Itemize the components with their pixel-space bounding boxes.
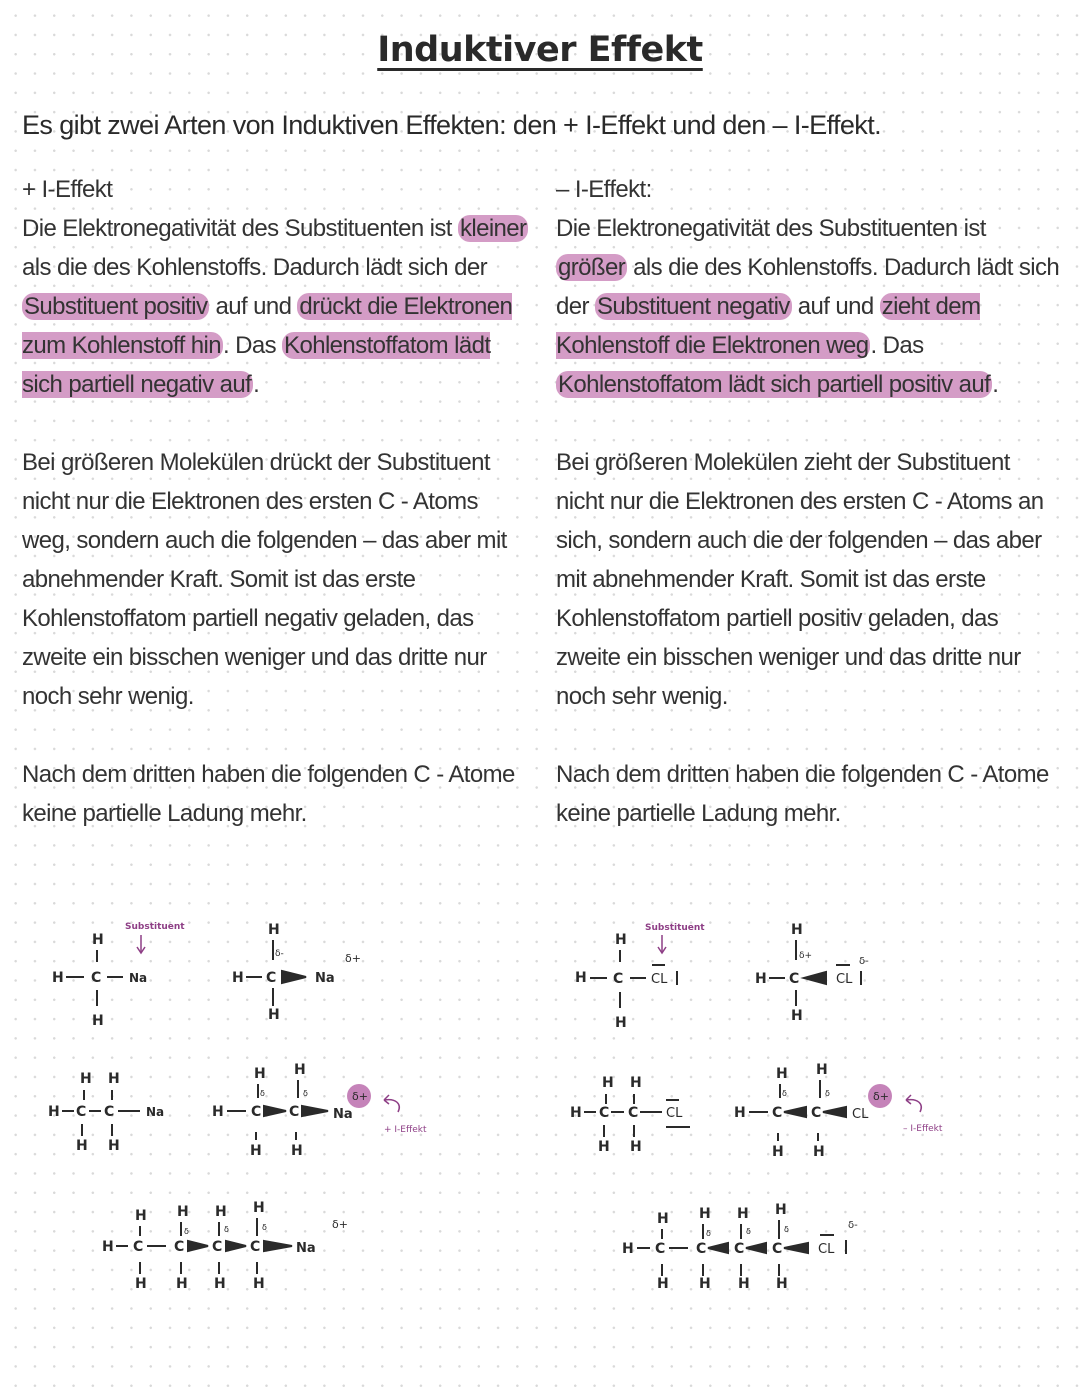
right-m5-carbon-2: C [696, 1241, 707, 1257]
left-m5-carbon-2: C [174, 1239, 185, 1255]
right-m4-h-top-1: H [776, 1066, 788, 1082]
right-highlight-1: größer [558, 254, 626, 281]
left-m5-carbon-3: C [212, 1239, 223, 1255]
right-m5-carbon-4: C [772, 1241, 783, 1257]
left-m2-carbon: C [266, 970, 277, 986]
left-m5-delta-3: δ [262, 1223, 267, 1232]
left-m5-delta-plus: δ+ [332, 1218, 348, 1231]
right-m3-h-bottom-1: H [598, 1139, 610, 1155]
right-m4-h-bottom-1: H [772, 1144, 784, 1160]
right-p1-text-4: . Das [870, 332, 924, 359]
right-substituent-label: Substituent [645, 923, 705, 933]
right-m5-h-top-4: H [775, 1202, 787, 1218]
left-m4-h-left: H [212, 1104, 224, 1120]
right-m4-h-top-2: H [816, 1062, 828, 1078]
left-m3-h-bottom-2: H [108, 1138, 120, 1154]
right-m3-h-top-2: H [630, 1075, 642, 1091]
left-m2-h-bottom: H [268, 1007, 280, 1023]
right-m5-h-top-1: H [657, 1211, 669, 1227]
left-m4-h-top-2: H [294, 1062, 306, 1078]
left-m4-delta-plus: δ+ [352, 1090, 368, 1103]
right-m3-carbon-2: C [628, 1105, 639, 1121]
left-m5-h-bottom-1: H [135, 1276, 147, 1292]
left-effect-label: + I-Effekt [384, 1125, 427, 1135]
left-m4-h-bottom-1: H [250, 1143, 262, 1159]
right-m3-h-top-1: H [602, 1075, 614, 1091]
left-m4-sub: Na [333, 1107, 353, 1122]
right-m4-h-left: H [734, 1105, 746, 1121]
left-m5-h-left: H [102, 1239, 114, 1255]
left-m2-delta-plus: δ+ [345, 952, 361, 965]
left-p1-text-1: Die Elektronegativität des Substituenten ist [22, 215, 458, 242]
right-p1-text-5: . [992, 371, 999, 398]
right-m2-carbon: C [789, 971, 800, 987]
left-m5-h-bottom-3: H [214, 1276, 226, 1292]
right-m5-carbon-3: C [734, 1241, 745, 1257]
left-highlight-2: Substituent positiv [24, 293, 208, 320]
left-m4-h-bottom-2: H [291, 1143, 303, 1159]
left-heading: + I-Effekt [22, 176, 113, 203]
left-m5-h-top-2: H [177, 1204, 189, 1220]
left-m3-h-top-2: H [108, 1071, 120, 1087]
right-m2-delta-minus: δ- [859, 956, 869, 967]
left-p1-text-3: auf und [209, 293, 298, 320]
left-m1-h-bottom: H [92, 1013, 104, 1029]
left-m4-carbon-2: C [289, 1104, 300, 1120]
left-m5-sub: Na [296, 1241, 316, 1256]
left-m3-h-top-1: H [80, 1071, 92, 1087]
right-m5-delta-3: δ [784, 1225, 789, 1234]
left-m5-h-top-4: H [253, 1200, 265, 1216]
left-m3-sub: Na [146, 1105, 165, 1119]
right-m4-h-bottom-2: H [813, 1144, 825, 1160]
right-m5-delta-2: δ [746, 1227, 751, 1236]
page-title-text: Induktiver Effekt [377, 30, 703, 70]
right-m2-h-bottom: H [791, 1008, 803, 1024]
right-p1-text-1: Die Elektronegativität des Substituenten ist [556, 215, 986, 242]
left-m3-h-bottom-1: H [76, 1138, 88, 1154]
right-m3-h-left: H [570, 1105, 582, 1121]
left-highlight-3: drückt die Elektronen zum Kohlenstoff hin [22, 293, 513, 359]
right-m2-h-left: H [755, 971, 767, 987]
left-p1-text-2: als die des Kohlenstoffs. Dadurch lädt sich der [22, 254, 487, 281]
left-paragraph-3: Nach dem dritten haben die folgenden C - Atome keine partielle Ladung mehr. [22, 761, 515, 827]
left-m3-carbon-1: C [76, 1104, 87, 1120]
right-m4-delta-2: δ [825, 1089, 830, 1098]
left-m4-delta-1: δ [260, 1089, 265, 1098]
left-m2-h-left: H [232, 970, 244, 986]
left-m2-h-top: H [268, 922, 280, 938]
left-m5-h-bottom-2: H [176, 1276, 188, 1292]
right-highlight-2: Substituent negativ [596, 293, 790, 320]
left-substituent-label: Substituent [125, 922, 185, 932]
right-m1-h-top: H [615, 932, 627, 948]
right-m3-carbon-1: C [599, 1105, 610, 1121]
left-highlight-4: Kohlenstoffatom lädt sich partiell negativ auf [22, 332, 491, 398]
intro-text: Es gibt zwei Arten von Induktiven Effekten: den + I-Effekt und den – I-Effekt. [22, 110, 882, 140]
right-m2-sub: CL [836, 972, 853, 987]
left-p1-text-5: . [253, 371, 260, 398]
right-effect-label: – I-Effekt [903, 1124, 943, 1134]
right-m1-carbon: C [613, 971, 624, 987]
left-m4-h-top-1: H [254, 1066, 266, 1082]
right-m2-h-top: H [791, 922, 803, 938]
left-m1-h-top: H [92, 932, 104, 948]
left-m4-delta-2: δ [303, 1089, 308, 1098]
left-m3-h-left: H [48, 1104, 60, 1120]
right-m5-h-bottom-3: H [738, 1276, 750, 1292]
right-m5-delta-minus: δ- [848, 1220, 858, 1231]
left-p1-text-4: . Das [222, 332, 283, 359]
right-m4-delta-1: δ [782, 1089, 787, 1098]
left-m5-delta-1: δ [184, 1227, 189, 1236]
left-highlight-1: kleiner [459, 215, 527, 242]
left-m5-h-top-3: H [215, 1204, 227, 1220]
right-m4-carbon-1: C [772, 1105, 783, 1121]
right-paragraph-2: Bei größeren Molekülen zieht der Substituent nicht nur die Elektronen des ersten C - Atoms an sich, sondern auch die der folgenden – das aber mit abnehmender Kraft. Somit ist das erste Kohlenstoffatom partiell positiv geladen, das zweite ein bisschen weniger und das dritte nur noch sehr wenig. [556, 449, 1044, 710]
left-m5-h-bottom-4: H [253, 1276, 265, 1292]
right-highlight-4: Kohlenstoffatom lädt sich partiell positiv auf [558, 371, 991, 398]
right-m3-sub: CL [666, 1106, 683, 1121]
right-m5-h-bottom-1: H [657, 1276, 669, 1292]
right-m5-sub: CL [818, 1242, 835, 1257]
left-m5-h-top-1: H [135, 1208, 147, 1224]
right-m5-h-bottom-4: H [776, 1276, 788, 1292]
right-m4-sub: CL [852, 1107, 869, 1122]
right-m5-h-top-2: H [699, 1206, 711, 1222]
left-m1-sub: Na [129, 971, 148, 985]
right-m1-h-left: H [575, 970, 587, 986]
right-heading: – I-Effekt: [556, 176, 652, 203]
left-m3-carbon-2: C [104, 1104, 115, 1120]
left-m5-carbon-1: C [133, 1239, 144, 1255]
right-m5-h-left: H [622, 1241, 634, 1257]
left-paragraph-2: Bei größeren Molekülen drückt der Substituent nicht nur die Elektronen des ersten C - Atoms weg, sondern auch die folgenden – das aber mit abnehmender Kraft. Somit ist das erste Kohlenstoffatom partiell negativ geladen, das zweite ein bisschen weniger und das dritte nur noch sehr wenig. [22, 449, 507, 710]
right-p1-text-2: als die des Kohlenstoffs. Dadurch lädt sich der [556, 254, 1060, 320]
right-m1-h-bottom: H [615, 1015, 627, 1031]
left-m1-h-left: H [52, 970, 64, 986]
right-p1-text-3: auf und [791, 293, 880, 320]
right-m5-h-bottom-2: H [699, 1276, 711, 1292]
right-m3-h-bottom-2: H [630, 1139, 642, 1155]
left-m5-delta-2: δ [224, 1225, 229, 1234]
left-m1-carbon: C [91, 970, 102, 986]
right-m2-delta-plus: δ+ [799, 951, 813, 961]
right-highlight-3: zieht dem Kohlenstoff die Elektronen weg [556, 293, 981, 359]
right-m4-carbon-2: C [811, 1105, 822, 1121]
right-m5-h-top-3: H [737, 1206, 749, 1222]
right-paragraph-3: Nach dem dritten haben die folgenden C - Atome keine partielle Ladung mehr. [556, 761, 1049, 827]
right-m4-delta-plus: δ+ [873, 1090, 889, 1103]
left-m5-carbon-4: C [250, 1239, 261, 1255]
left-m2-delta-minus: δ- [275, 949, 284, 959]
right-m5-carbon-1: C [655, 1241, 666, 1257]
right-m5-delta-1: δ [706, 1229, 711, 1238]
left-m4-carbon-1: C [251, 1104, 262, 1120]
left-m2-sub: Na [315, 971, 335, 986]
right-m1-sub: CL [651, 972, 668, 987]
